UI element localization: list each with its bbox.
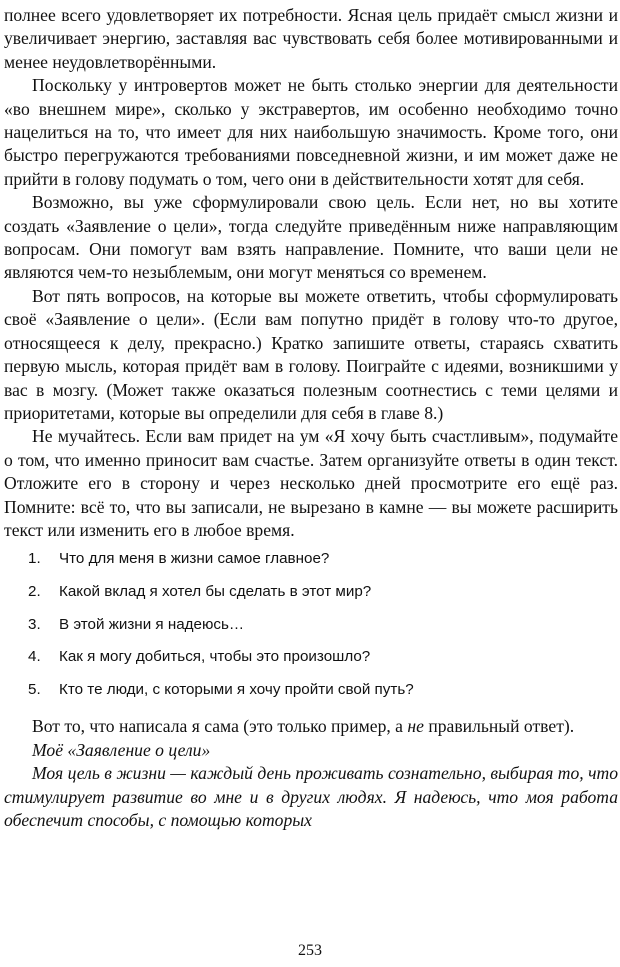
list-item (4, 646, 618, 679)
paragraph-introverts-energy: Поскольку у интровертов может не быть столько энергии для деятельности «во внешнем мире», сколько у экстравертов, им особенно необходимо точно нацелиться на то, что имеет для них наибольшую значимость. Кроме того, они быстро перегружаются требованиями повседневной жизни, и им может даже не прийти в голову подумать о том, чего они в действительности хотят для себя. (4, 75, 618, 189)
list-item-text: Что для меня в жизни самое главное? (59, 550, 330, 568)
statement-text: Моя цель в жизни — каждый день проживать сознательно, выбирая то, что стимулирует развитие во мне и в других людях. Я надеюсь, что моя работа обеспечит способы, с помощью которых (4, 763, 618, 830)
list-item-number: 1. (28, 550, 41, 568)
paragraph-dont-worry: Не мучайтесь. Если вам придет на ум «Я хочу быть счастливым», подумайте о том, что именно приносит вам счастье. Затем организуйте ответы в один текст. Отложите его в сторону и через несколько дней просмотрите его ещё раз. Помните: всё то, что вы записали, не вырезано в камне — вы можете расширить текст или изменить его в любое время. (4, 426, 618, 540)
paragraph-example-note (4, 715, 618, 738)
list-item-number: 2. (28, 582, 41, 600)
statement-heading: Моё «Заявление о цели» (32, 739, 211, 760)
list-item (4, 614, 618, 647)
questions-list (4, 548, 618, 711)
page-body (4, 4, 618, 832)
example-note-emphasis: не (407, 716, 424, 737)
list-item (4, 679, 618, 712)
list-item-text: В этой жизни я надеюсь… (59, 615, 245, 633)
list-item-number: 5. (28, 680, 41, 698)
example-note-end: правильный ответ). (423, 716, 575, 737)
paragraph-continuation: полнее всего удовлетворяет их потребности. Ясная цель придаёт смысл жизни и увеличивает энергию, заставляя вас чувствовать себя более мотивированными и менее неудовлетворёнными. (4, 5, 618, 72)
paragraph-five-questions: Вот пять вопросов, на которые вы можете ответить, чтобы сформулировать своё «Заявление о цели». (Если вам попутно придёт в голову что-то другое, относящееся к делу, прекрасно.) Кратко запишите ответы, стараясь схватить первую мысль, которая придёт вам в голову. Поиграйте с идеями, возникшими у вас в мозгу. (Может также оказаться полезным соотнестись с теми целями и приоритетами, которые вы определили для себя в главе 8.) (4, 285, 618, 423)
list-item-text: Какой вклад я хотел бы сделать в этот мир? (59, 582, 372, 600)
page-number: 253 (298, 942, 322, 959)
list-item-number: 3. (28, 615, 41, 633)
paragraph-formulate-goal: Возможно, вы уже сформулировали свою цель. Если нет, но вы хотите создать «Заявление о цели», тогда следуйте приведённым ниже направляющим вопросам. Они помогут вам взять направление. Помните, что ваши цели не являются чем-то незыблемым, они могут меняться со временем. (4, 192, 618, 283)
list-item-text: Как я могу добиться, чтобы это произошло? (59, 648, 371, 666)
list-item (4, 548, 618, 581)
list-item-number: 4. (28, 648, 41, 666)
list-item-text: Кто те люди, с которыми я хочу пройти свой путь? (59, 680, 414, 698)
list-item (4, 581, 618, 614)
example-note-start: Вот то, что написала я сама (это только пример, а (32, 716, 408, 737)
